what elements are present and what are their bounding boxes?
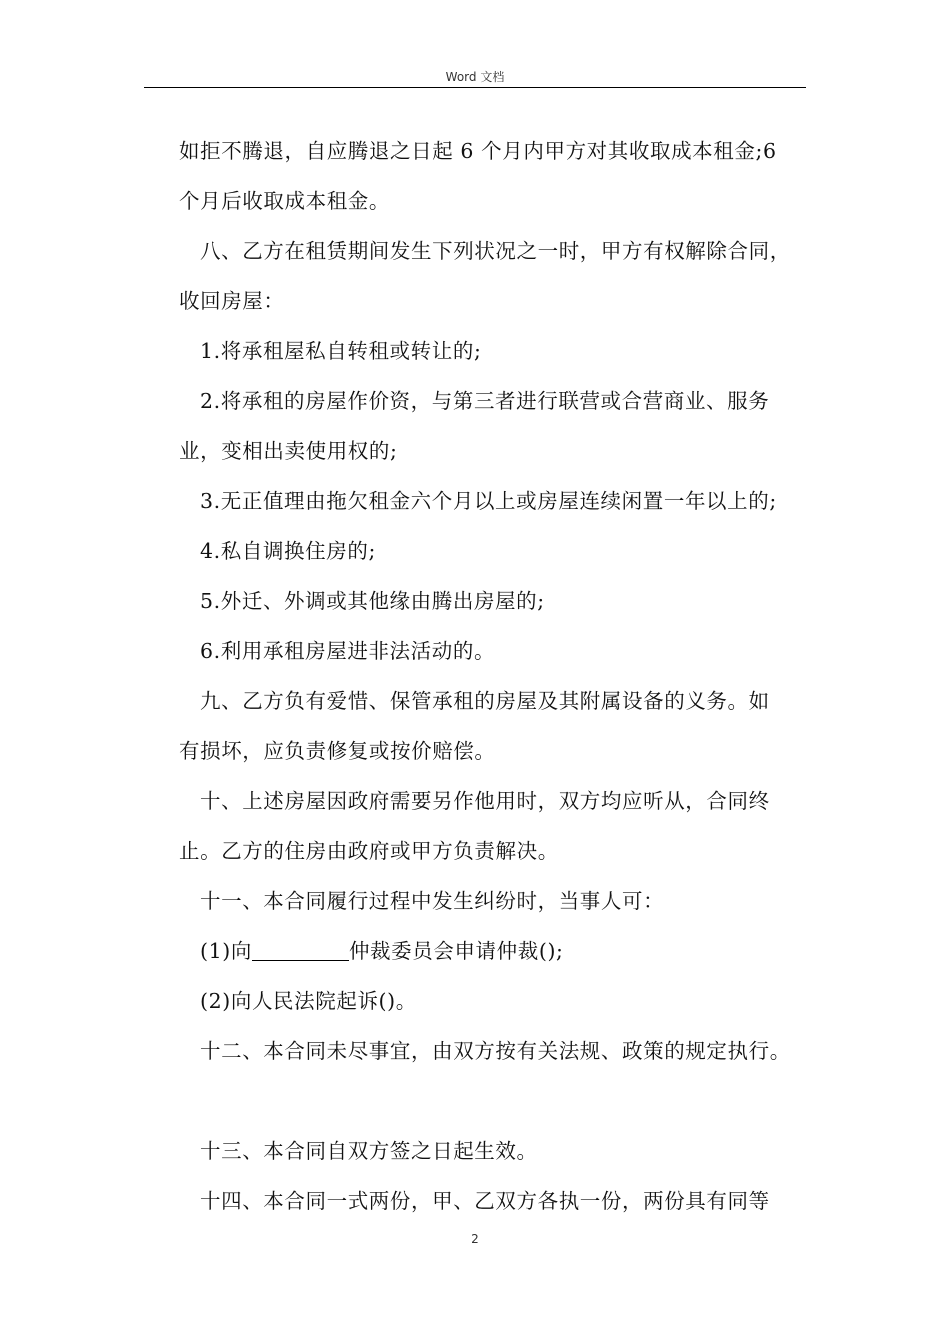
paragraph-line: 有损坏，应负责修复或按价赔偿。 <box>179 739 496 763</box>
document-body <box>179 126 807 1226</box>
page-number: 2 <box>471 1232 479 1246</box>
clause-nine: 九、乙方负有爱惜、保管承租的房屋及其附属设备的义务。如 <box>200 689 770 713</box>
list-item: 6.利用承租房屋进非法活动的。 <box>200 639 496 663</box>
paragraph-line: 如拒不腾退，自应腾退之日起 6 个月内甲方对其收取成本租金;6 <box>179 139 777 163</box>
list-item: 2.将承租的房屋作价资，与第三者进行联营或合营商业、服务 <box>200 389 770 413</box>
arbitration-prefix: (1)向 <box>200 939 252 963</box>
clause-eight: 八、乙方在租赁期间发生下列状况之一时，甲方有权解除合同， <box>200 239 791 263</box>
page-header: Word 文档 <box>445 70 505 84</box>
arbitration-suffix: 仲裁委员会申请仲裁(); <box>348 939 564 963</box>
list-item: 1.将承租屋私自转租或转让的; <box>200 339 482 363</box>
list-item-arbitration <box>179 926 807 976</box>
paragraph-line: 止。乙方的住房由政府或甲方负责解决。 <box>179 839 559 863</box>
empty-line <box>179 1076 807 1126</box>
list-item: 3.无正值理由拖欠租金六个月以上或房屋连续闲置一年以上的; <box>200 489 777 513</box>
clause-thirteen: 十三、本合同自双方签之日起生效。 <box>200 1139 538 1163</box>
clause-eleven: 十一、本合同履行过程中发生纠纷时，当事人可： <box>200 889 665 913</box>
paragraph-line: 收回房屋： <box>179 289 285 313</box>
paragraph-line: 业，变相出卖使用权的; <box>179 439 398 463</box>
list-item: 4.私自调换住房的; <box>200 539 376 563</box>
clause-twelve: 十二、本合同未尽事宜，由双方按有关法规、政策的规定执行。 <box>200 1039 791 1063</box>
paragraph-line: 个月后收取成本租金。 <box>179 189 390 213</box>
clause-fourteen: 十四、本合同一式两份，甲、乙双方各执一份，两份具有同等 <box>200 1189 770 1213</box>
list-item: 5.外迁、外调或其他缘由腾出房屋的; <box>200 589 545 613</box>
clause-ten: 十、上述房屋因政府需要另作他用时，双方均应听从，合同终 <box>200 789 770 813</box>
fill-in-blank <box>252 938 349 961</box>
list-item: (2)向人民法院起诉()。 <box>200 989 417 1013</box>
header-divider <box>144 87 806 88</box>
